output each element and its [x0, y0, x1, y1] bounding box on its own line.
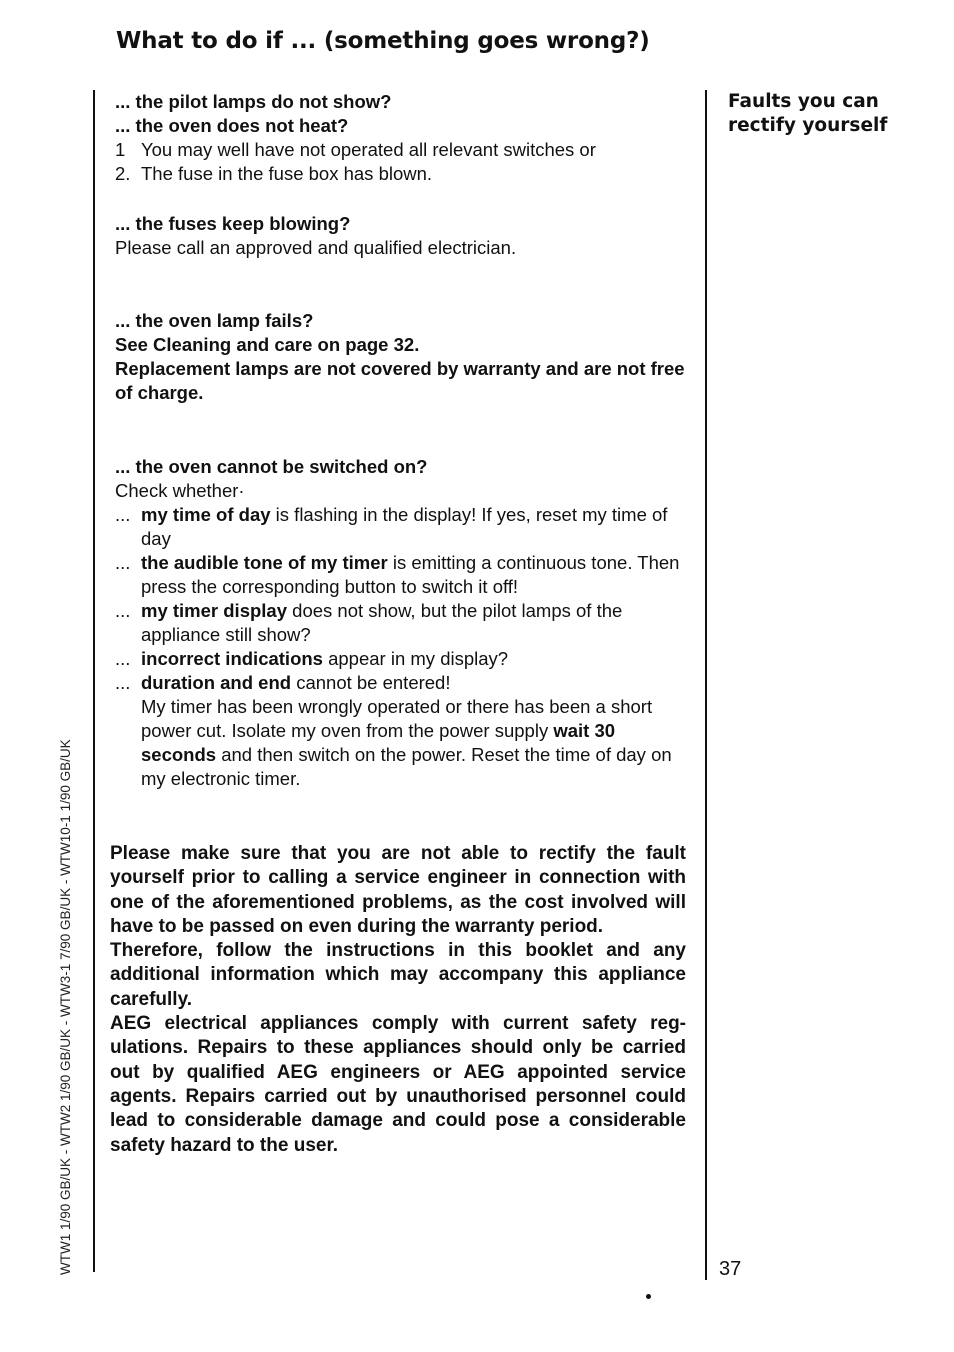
section-text: See Cleaning and care on page 32.: [115, 334, 420, 355]
section-intro: Check whether·: [115, 480, 245, 501]
list-item-note: [115, 695, 689, 791]
list-item: [115, 599, 689, 647]
item-ellipsis: ...: [115, 600, 131, 621]
item-ellipsis: ...: [115, 552, 131, 573]
item-bold-text: the audible tone of my timer: [141, 552, 388, 573]
note-text: and then switch on the power. Reset the time of day on my electronic timer.: [141, 744, 672, 789]
item-ellipsis: ...: [115, 504, 131, 525]
list-item: [115, 138, 689, 162]
section-text: Please call an approved and qualified electrician.: [115, 237, 517, 258]
right-column-rule: [705, 90, 707, 1280]
item-number: 2.: [115, 163, 131, 184]
section-heading: ... the oven cannot be switched on?: [115, 456, 428, 477]
note-text: My timer has been wrongly operated or there has been a short power cut. Isolate my oven from the power supply: [141, 696, 653, 741]
section-text: Replacement lamps are not covered by warranty and are not free of charge.: [115, 358, 685, 403]
list-item: [115, 647, 689, 671]
page-title: What to do if ... (something goes wrong?): [116, 28, 650, 54]
item-ellipsis: ...: [115, 648, 131, 669]
list-item: [115, 551, 689, 599]
list-item: [115, 162, 689, 186]
section-pilot-lamps: [115, 90, 689, 186]
item-text: does not show, but the pilot lamps of the appliance still show?: [141, 600, 623, 645]
item-bold-text: my time of day: [141, 504, 271, 525]
page-number: 37: [719, 1258, 742, 1280]
item-bold-text: incorrect indications: [141, 648, 323, 669]
section-heading: ... the oven does not heat?: [115, 115, 349, 136]
item-text: You may well have not operated all relevant switches or: [141, 139, 596, 160]
section-heading: ... the fuses keep blowing?: [115, 213, 351, 234]
left-margin-rule: [93, 90, 95, 1272]
section-switch-on: [115, 455, 689, 791]
notice-paragraph: Please make sure that you are not able to rectify the fault yourself prior to calling a service engineer in connection with one of the aforementioned problems, as the cost involved will have to be passed on even during the warranty period.: [110, 843, 686, 937]
item-ellipsis: ...: [115, 672, 131, 693]
notice-paragraph: AEG electrical appliances comply with current safety regulations. Repairs to these appliances should only be carried out by qualified AEG engineers or AEG appointed service agents. Repairs carried out by unauthorised personnel could lead to considerable damage and could pose a considerable safety hazard to the user.: [110, 1013, 686, 1156]
item-text: cannot be entered!: [291, 672, 451, 693]
notice-paragraph: Therefore, follow the instructions in this booklet and any additional information which may accompany this appliance carefully.: [110, 940, 686, 1010]
footer-code: WTW1 1/90 GB/UK - WTW2 1/90 GB/UK - WTW3-1 7/90 GB/UK - WTW10-1 1/90 GB/UK: [58, 739, 73, 1275]
section-fuses: [115, 212, 689, 260]
section-heading: ... the pilot lamps do not show?: [115, 91, 392, 112]
list-item: [115, 503, 689, 551]
item-bold-text: duration and end: [141, 672, 292, 693]
item-text: is emitting a continuous tone. Then press the corresponding button to switch it off!: [141, 552, 680, 597]
list-item: [115, 671, 689, 695]
item-text: The fuse in the fuse box has blown.: [141, 163, 433, 184]
section-heading: ... the oven lamp fails?: [115, 310, 314, 331]
item-text: is flashing in the display! If yes, reset my time of day: [141, 504, 668, 549]
section-oven-lamp: [115, 309, 689, 405]
item-bold-text: my timer display: [141, 600, 288, 621]
service-notice: [110, 842, 686, 1158]
item-number: 1: [115, 139, 126, 160]
print-dot: [646, 1294, 651, 1299]
item-text: appear in my display?: [322, 648, 509, 669]
note-bold-text: wait 30 seconds: [141, 720, 616, 765]
sidebar-heading: Faults you can rectify yourself: [728, 91, 888, 136]
